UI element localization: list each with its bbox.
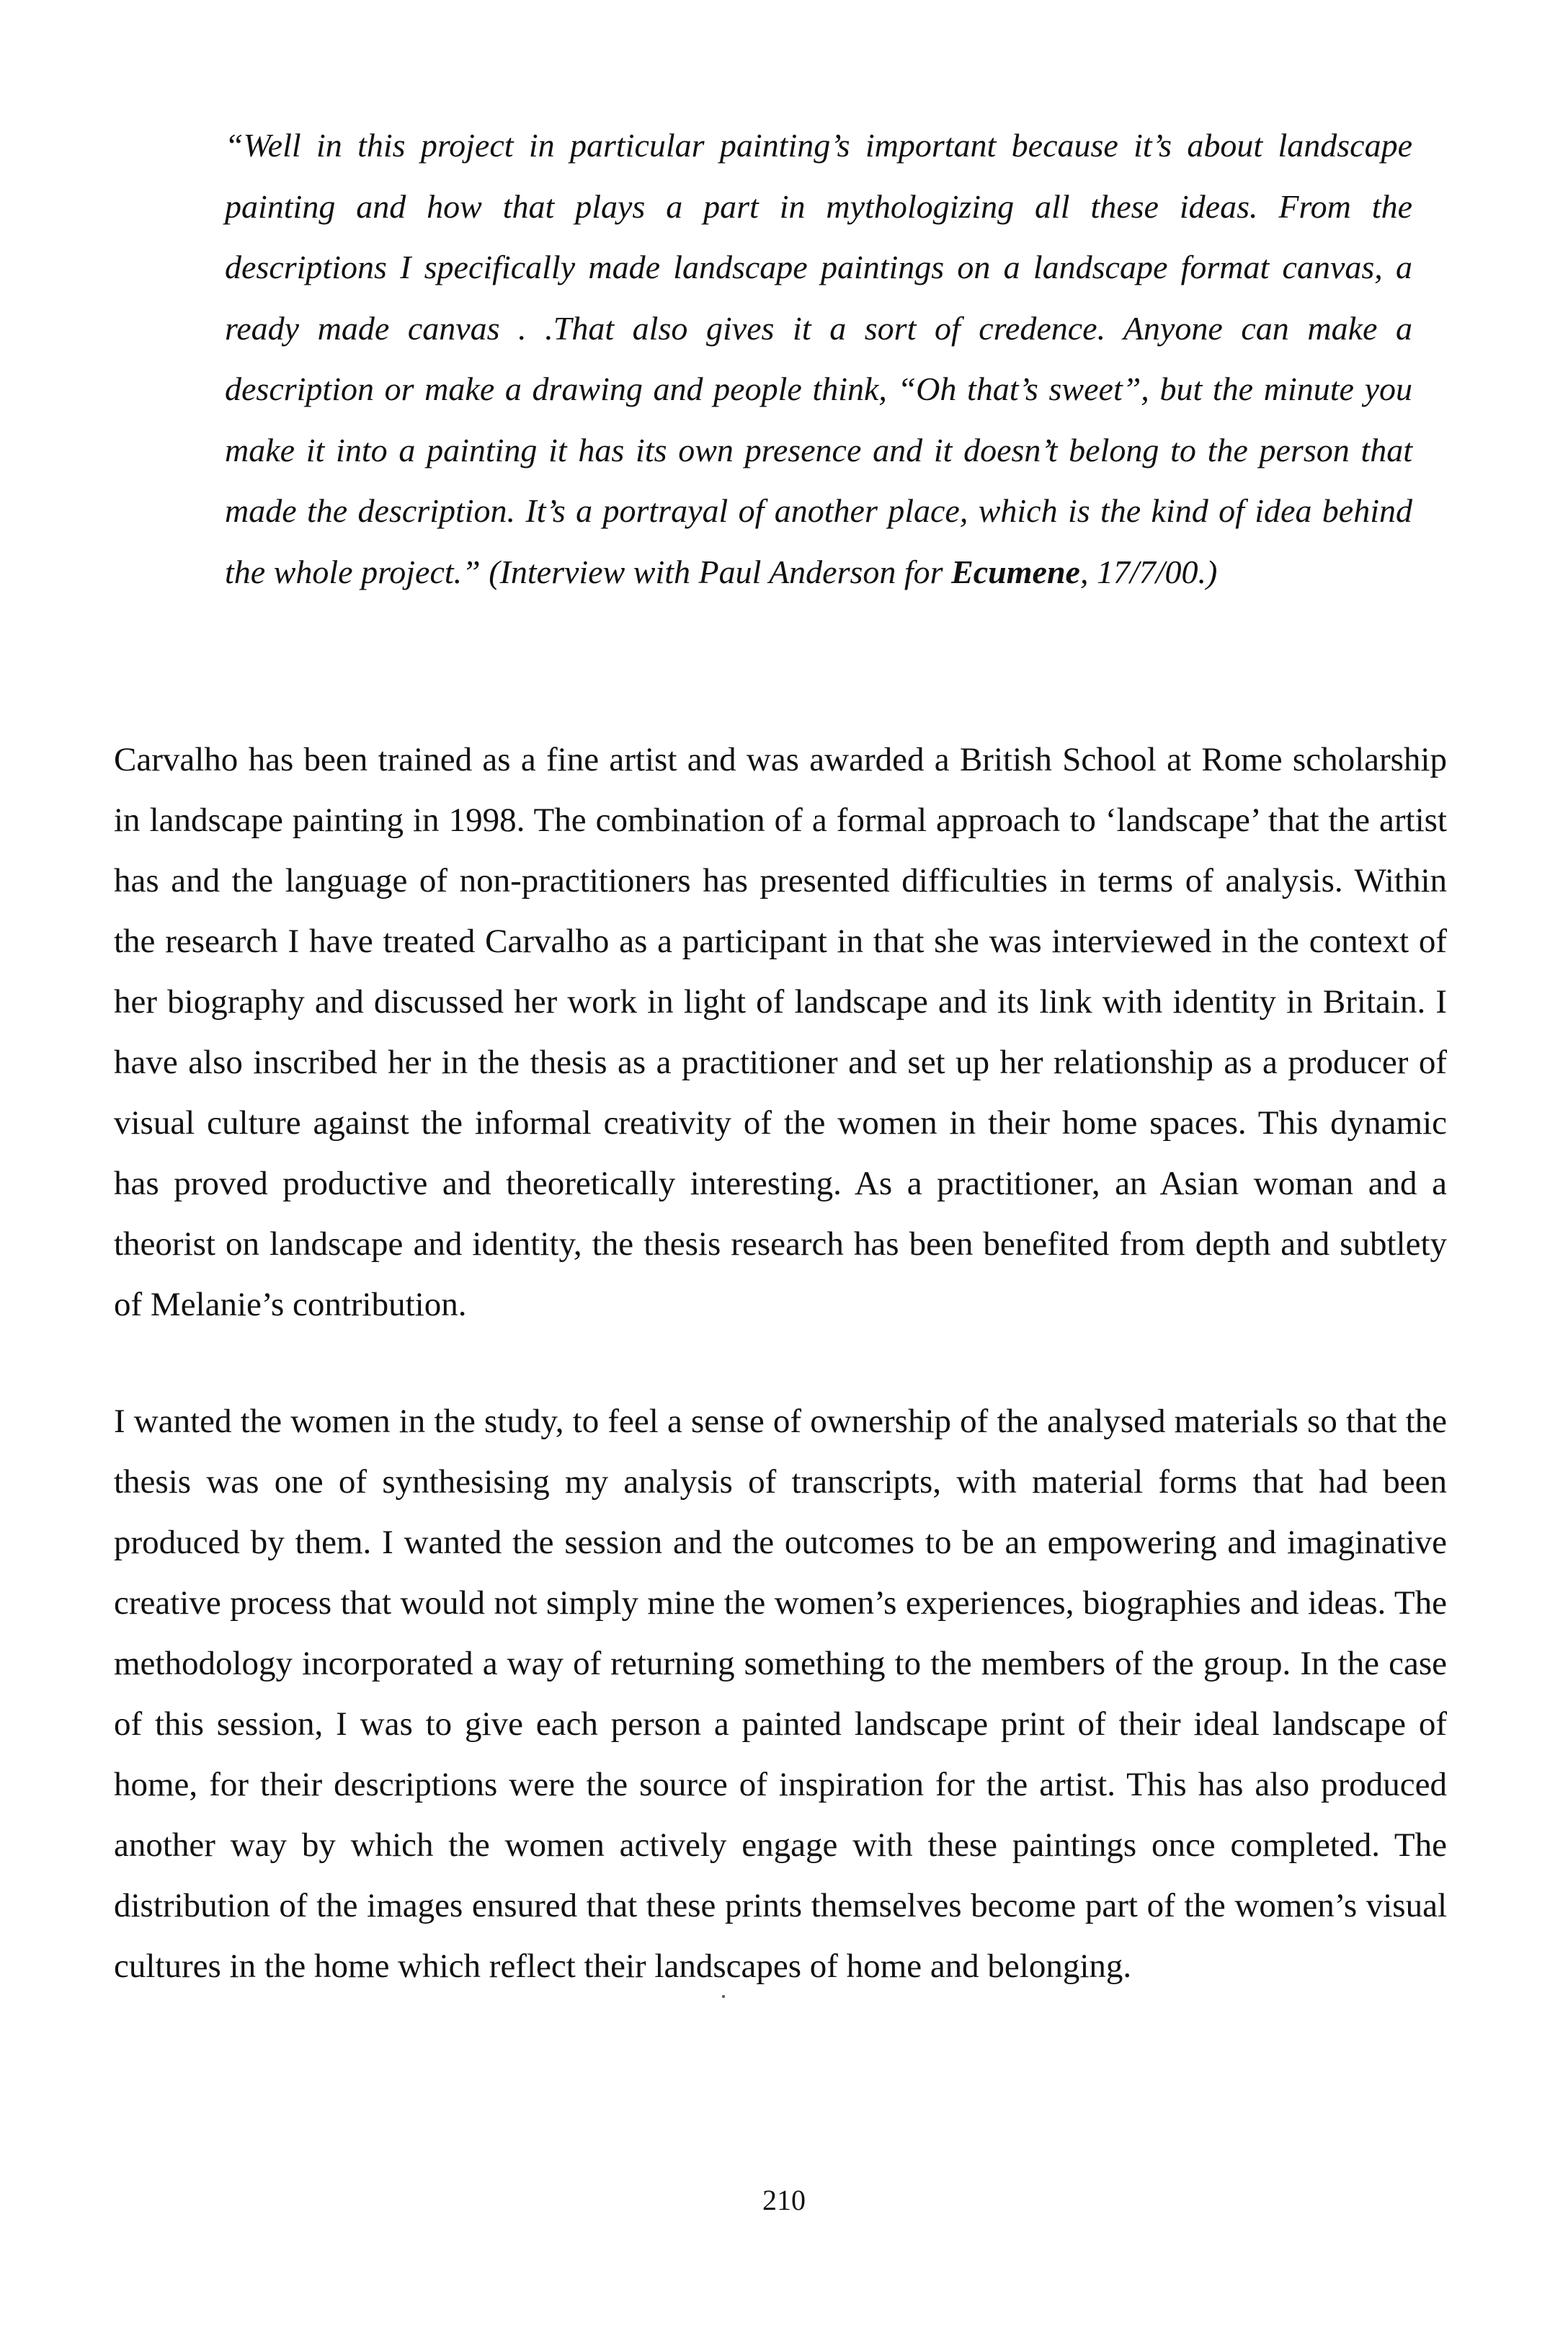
block-quote	[225, 115, 1412, 603]
scan-speck	[722, 1995, 725, 1998]
page-number: 210	[762, 2184, 806, 2216]
quote-source-tail: , 17/7/00.)	[1079, 553, 1218, 590]
body-paragraph-2: I wanted the women in the study, to feel a sense of ownership of the analysed materials so that the thesis was one of synthesising my analysis of transcripts, with material forms that had been produced by them. I wanted the session and the outcomes to be an empowering and imaginative creative process that would not simply mine the women’s experiences, biographies and ideas. The methodology incorporated a way of returning something to the members of the group. In the case of this session, I was to give each person a painted landscape print of their ideal landscape of home, for their descriptions were the source of inspiration for the artist. This has also produced another way by which the women actively engage with these paintings once completed. The distribution of the images ensured that these prints themselves become part of the women’s visual cultures in the home which reflect their landscapes of home and belonging.	[114, 1403, 1447, 1985]
body-paragraph-1: Carvalho has been trained as a fine artist and was awarded a British School at Rome scholarship in landscape painting in 1998. The combination of a formal approach to ‘landscape’ that the artist has and the language of non-practitioners has presented difficulties in terms of analysis. Within the research I have treated Carvalho as a participant in that she was interviewed in the context of her biography and discussed her work in light of landscape and its link with identity in Britain. I have also inscribed her in the thesis as a practitioner and set up her relationship as a producer of visual culture against the informal creativity of the women in their home spaces. This dynamic has proved productive and theoretically interesting. As a practitioner, an Asian woman and a theorist on landscape and identity, the thesis research has been benefited from depth and subtlety of Melanie’s contribution.	[114, 741, 1447, 1323]
quote-text: “Well in this project in particular painting’s important because it’s about landscape painting and how that plays a part in mythologizing all these ideas. From the descriptions I specifically made landscape paintings on a landscape format canvas, a ready made canvas . .That also gives it a sort of credence. Anyone can make a description or make a drawing and people think, “Oh that’s sweet”, but the minute you make it into a painting it has its own presence and it doesn’t belong to the person that made the description. It’s a portrayal of another place, which is the kind of idea behind the whole project.” (Interview with Paul Anderson for	[225, 127, 1412, 590]
quote-source-title: Ecumene	[951, 553, 1080, 590]
